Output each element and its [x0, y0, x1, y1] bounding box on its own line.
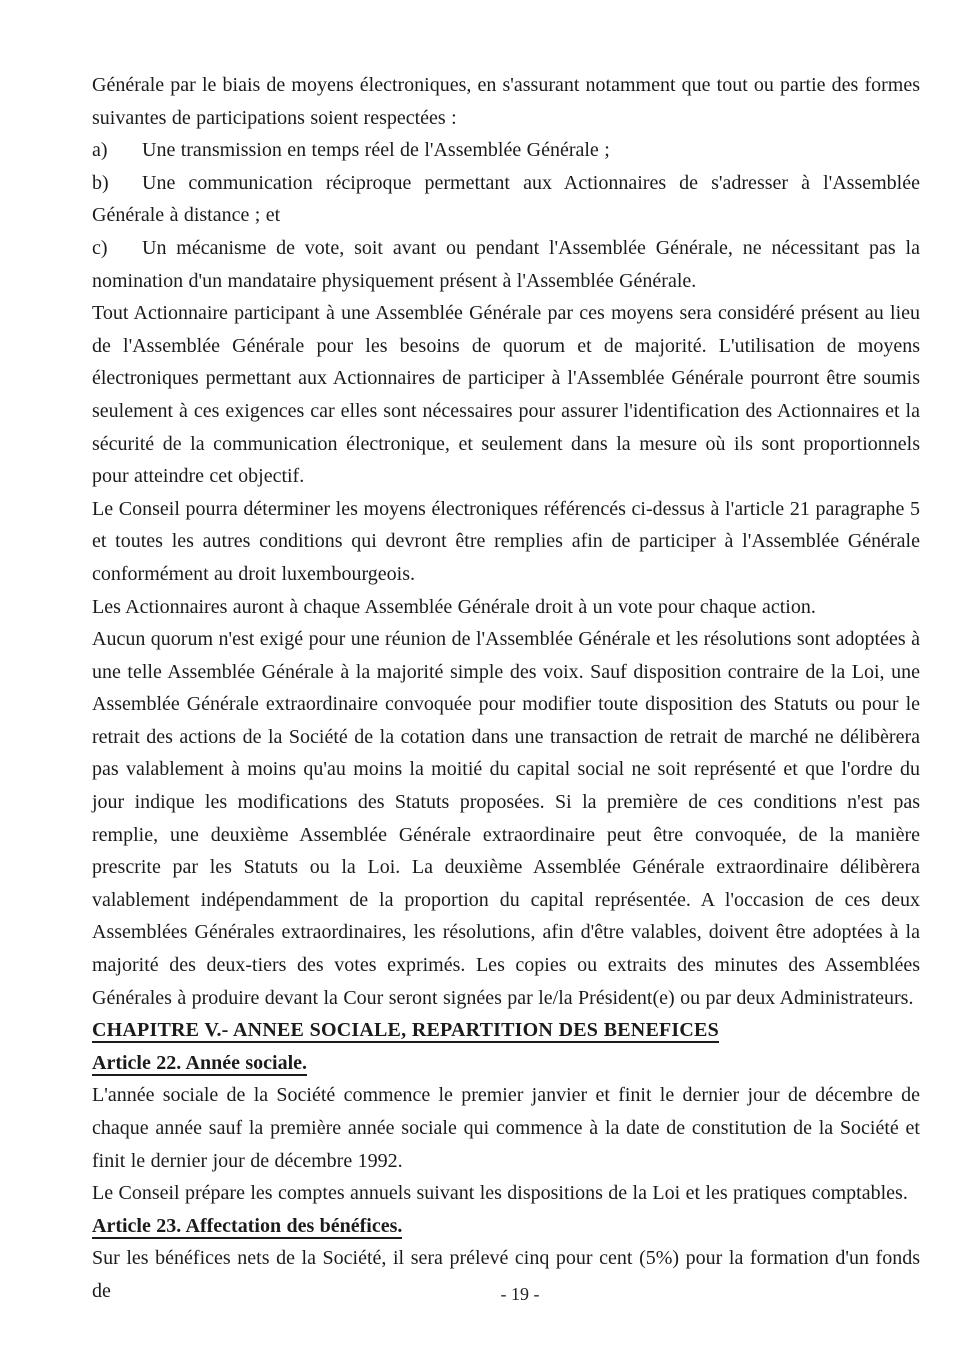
list-item — [92, 167, 920, 232]
list-marker: c) — [92, 236, 108, 259]
paragraph: Tout Actionnaire participant à une Assemblée Générale par ces moyens sera considéré présent au lieu de l'Assemblée Générale pour les besoins de quorum et de majorité. L'utilisation de moyens électroniques permettant aux Actionnaires de participer à l'Assemblée Générale pourront être soumis seulement à ces exigences car elles sont nécessaires pour assurer l'identification des Actionnaires et la sécurité de la communication électronique, et seulement dans la mesure où ils sont proportionnels pour atteindre cet objectif. — [92, 302, 920, 488]
list-item-text: Une transmission en temps réel de l'Assemblée Générale ; — [142, 139, 610, 162]
paragraph: Le Conseil prépare les comptes annuels suivant les dispositions de la Loi et les pratiques comptables. — [92, 1182, 908, 1205]
paragraph: L'année sociale de la Société commence le premier janvier et finit le dernier jour de décembre de chaque année sauf la première année sociale qui commence à la date de constitution de la Société et finit le dernier jour de décembre 1992. — [92, 1084, 920, 1172]
paragraph: Aucun quorum n'est exigé pour une réunion de l'Assemblée Générale et les résolutions sont adoptées à une telle Assemblée Générale à la majorité simple des voix. Sauf disposition contraire de la Loi, une Assemblée Générale extraordinaire convoquée pour modifier toute disposition des Statuts ou pour le retrait des actions de la Société de la cotation dans une transaction de retrait de marché ne délibèrera pas valablement à moins qu'au moins la moitié du capital social ne soit représenté et que l'ordre du jour indique les modifications des Statuts proposées. Si la première de ces conditions n'est pas remplie, une deuxième Assemblée Générale extraordinaire peut être convoquée, de la manière prescrite par les Statuts ou la Loi. La deuxième Assemblée Générale extraordinaire délibèrera valablement indépendamment de la proportion du capital représentée. A l'occasion de ces deux Assemblées Générales extraordinaires, les résolutions, afin d'être valables, doivent être adoptées à la majorité des deux-tiers des votes exprimés. Les copies ou extraits des minutes des Assemblées Générales à produire devant la Cour seront signées par le/la Président(e) ou par deux Administrateurs. — [92, 628, 920, 1009]
paragraph: Le Conseil pourra déterminer les moyens électroniques référencés ci-dessus à l'article 21 paragraphe 5 et toutes les autres conditions qui devront être remplies afin de participer à l'Assemblée Générale conformément au droit luxembourgeois. — [92, 497, 920, 585]
paragraph: Générale par le biais de moyens électroniques, en s'assurant notamment que tout ou partie des formes suivantes de participations soient respectées : — [92, 74, 920, 129]
page-number: - 19 - — [500, 1284, 540, 1304]
paragraph: Les Actionnaires auront à chaque Assemblée Générale droit à un vote pour chaque action. — [92, 595, 816, 618]
list-item — [92, 232, 920, 297]
list-item-text: Une communication réciproque permettant aux Actionnaires de s'adresser à l'Assemblée Générale à distance ; et — [92, 171, 920, 227]
list-item-text: Un mécanisme de vote, soit avant ou pendant l'Assemblée Générale, ne nécessitant pas la nomination d'un mandataire physiquement présent à l'Assemblée Générale. — [92, 236, 920, 292]
paragraph: Sur les bénéfices nets de la Société, il sera prélevé cinq pour cent (5%) pour la formation d'un fonds de — [92, 1247, 920, 1302]
article-heading-text: Article 22. Année sociale. — [92, 1051, 308, 1074]
list-marker: a) — [92, 139, 108, 162]
list-marker: b) — [92, 171, 109, 194]
chapter-heading — [92, 1014, 920, 1047]
document-body — [92, 69, 920, 1308]
article-heading-text: Article 23. Affectation des bénéfices. — [92, 1214, 403, 1237]
chapter-heading-text: CHAPITRE V.- ANNEE SOCIALE, REPARTITION DES BENEFICES — [92, 1019, 719, 1042]
article-heading — [92, 1210, 920, 1243]
article-heading — [92, 1047, 920, 1080]
list-item — [92, 134, 920, 167]
